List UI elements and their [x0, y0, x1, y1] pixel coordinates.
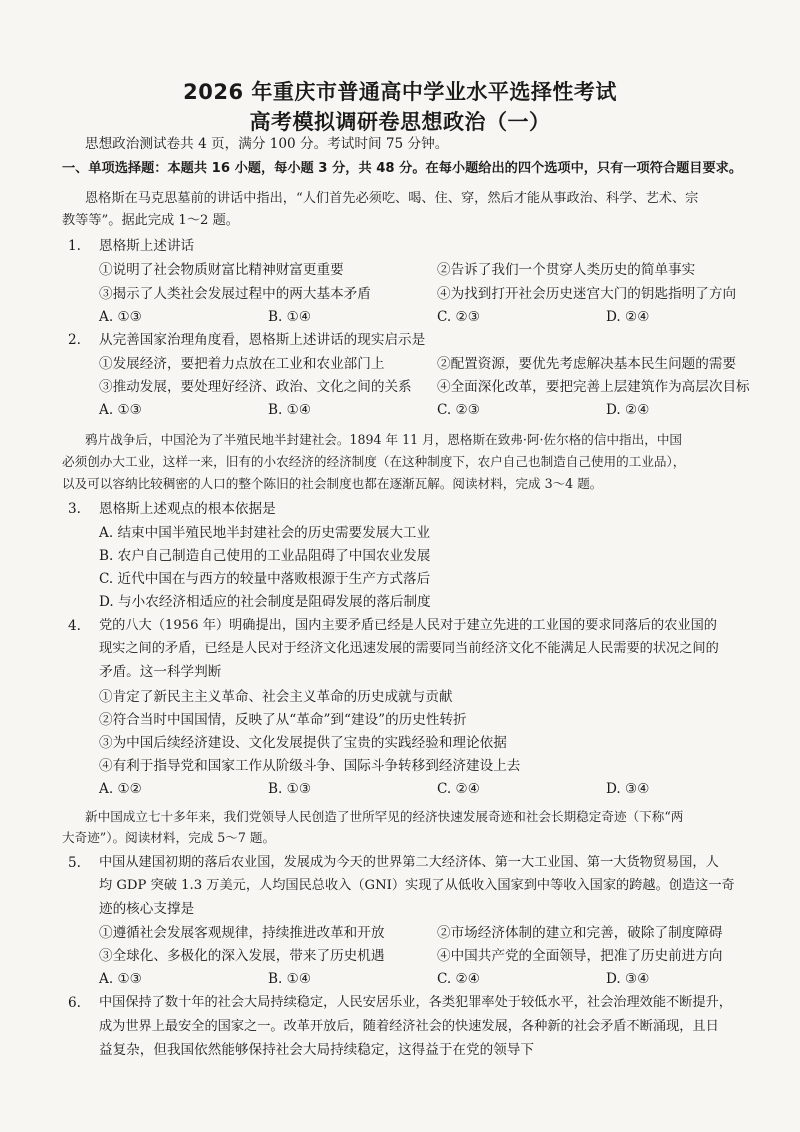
q4-option-3: ③为中国后续经济建设、文化发展提供了宝贵的实践经验和理论依据	[99, 735, 507, 751]
q1-choice-b: B. ①④	[268, 309, 312, 325]
q1-number: 1.	[68, 238, 81, 254]
q2-option-4: ④全面深化改革，要把完善上层建筑作为高层次目标	[437, 379, 750, 395]
q5-stem-line3: 迹的核心支撑是	[99, 901, 195, 917]
q5-number: 5.	[68, 855, 81, 871]
q4-choice-c: C. ②④	[437, 781, 480, 797]
material3-line2: 大奇迹”）。阅读材料，完成 5～7 题。	[62, 830, 276, 845]
q2-option-1: ①发展经济，要把着力点放在工业和农业部门上	[99, 356, 385, 372]
q3-number: 3.	[68, 501, 81, 517]
q2-choice-a: A. ①③	[99, 402, 142, 418]
q5-option-3: ③全球化、多极化的深入发展，带来了历史机遇	[99, 948, 385, 964]
material2-line2: 必须创办大工业，这样一来，旧有的小农经济的经济制度（在这种制度下，农户自己也制造自己使用的工业品），	[62, 454, 686, 469]
section1-heading: 一、单项选择题：本题共 16 小题，每小题 3 分，共 48 分。在每小题给出的四个选项中，只有一项符合题目要求。	[62, 161, 743, 176]
q5-option-1: ①遵循社会发展客观规律，持续推进改革和开放	[99, 925, 385, 941]
q6-stem-line1: 中国保持了数十年的社会大局持续稳定，人民安居乐业，各类犯罪率处于较低水平，社会治理效能不断提升，	[99, 995, 732, 1010]
material3-line1: 新中国成立七十多年来，我们党领导人民创造了世所罕见的经济快速发展奇迹和社会长期稳定奇迹（下称“两	[85, 809, 684, 824]
q2-choice-c: C. ②③	[437, 402, 480, 418]
exam-intro: 思想政治测试卷共 4 页，满分 100 分。考试时间 75 分钟。	[85, 136, 449, 152]
q4-choice-b: B. ①③	[268, 781, 312, 797]
q4-stem-line2: 现实之间的矛盾，已经是人民对于经济文化迅速发展的需要同当前经济文化不能满足人民需要的状况之间的	[99, 641, 719, 656]
q1-stem: 恩格斯上述讲话	[99, 238, 195, 254]
q3-stem: 恩格斯上述观点的根本依据是	[99, 501, 276, 517]
q2-number: 2.	[68, 332, 81, 348]
q5-option-4: ④中国共产党的全面领导，把准了历史前进方向	[437, 948, 723, 964]
q2-choice-b: B. ①④	[268, 402, 312, 418]
q3-choice-b: B. 农户自己制造自己使用的工业品阻碍了中国农业发展	[99, 548, 431, 564]
q1-choice-c: C. ②③	[437, 309, 480, 325]
material1-line2: 教等等”。据此完成 1～2 题。	[62, 213, 239, 228]
q1-choice-d: D. ②④	[606, 309, 650, 325]
q4-stem-line1: 党的八大（1956 年）明确提出，国内主要矛盾已经是人民对于建立先进的工业国的要求同落后的农业国的	[99, 618, 717, 633]
q5-stem-line2: 均 GDP 突破 1.3 万美元，人均国民总收入（GNI）实现了从低收入国家到中等收入国家的跨越。创造这一奇	[99, 878, 735, 893]
q6-stem-line3: 益复杂，但我国依然能够保持社会大局持续稳定，这得益于在党的领导下	[99, 1042, 534, 1058]
q3-choice-d: D. 与小农经济相适应的社会制度是阻碍发展的落后制度	[99, 594, 431, 610]
q1-option-2: ②告诉了我们一个贯穿人类历史的简单事实	[437, 262, 696, 278]
q2-choice-d: D. ②④	[606, 402, 650, 418]
q4-number: 4.	[68, 618, 81, 634]
q5-choice-b: B. ①④	[268, 971, 312, 987]
q4-stem-line3: 矛盾。这一科学判断	[99, 664, 222, 680]
q5-choice-a: A. ①③	[99, 971, 142, 987]
q2-option-2: ②配置资源，要优先考虑解决基本民生问题的需要	[437, 356, 737, 372]
q5-option-2: ②市场经济体制的建立和完善，破除了制度障碍	[437, 925, 723, 941]
q2-stem: 从完善国家治理角度看，恩格斯上述讲话的现实启示是	[99, 332, 426, 348]
q2-option-3: ③推动发展，要处理好经济、政治、文化之间的关系	[99, 379, 412, 395]
q5-choice-c: C. ②④	[437, 971, 480, 987]
q1-option-4: ④为找到打开社会历史迷宫大门的钥匙指明了方向	[437, 286, 737, 302]
exam-title-line2: 高考模拟调研卷思想政治（一）	[249, 110, 551, 134]
q3-choice-c: C. 近代中国在与西方的较量中落败根源于生产方式落后	[99, 571, 431, 587]
q4-choice-d: D. ③④	[606, 781, 650, 797]
q4-option-4: ④有利于指导党和国家工作从阶级斗争、国际斗争转移到经济建设上去	[99, 758, 521, 774]
q1-option-3: ③揭示了人类社会发展过程中的两大基本矛盾	[99, 286, 371, 302]
q1-option-1: ①说明了社会物质财富比精神财富更重要	[99, 262, 344, 278]
q5-choice-d: D. ③④	[606, 971, 650, 987]
material1-line1: 恩格斯在马克思墓前的讲话中指出，“人们首先必须吃、喝、住、穿，然后才能从事政治、科学、艺术、宗	[85, 191, 699, 206]
q4-option-2: ②符合当时中国国情，反映了从“革命”到“建设”的历史性转折	[99, 712, 467, 728]
q5-stem-line1: 中国从建国初期的落后农业国，发展成为今天的世界第二大经济体、第一大工业国、第一大货物贸易国，人	[99, 855, 719, 870]
q3-choice-a: A. 结束中国半殖民地半封建社会的历史需要发展大工业	[99, 525, 431, 541]
q4-option-1: ①肯定了新民主主义革命、社会主义革命的历史成就与贡献	[99, 689, 453, 705]
q1-choice-a: A. ①③	[99, 309, 142, 325]
exam-title-line1: 2026 年重庆市普通高中学业水平选择性考试	[183, 80, 617, 104]
material2-line1: 鸦片战争后，中国沦为了半殖民地半封建社会。1894 年 11 月，恩格斯在致弗·阿·佐尔格的信中指出，中国	[85, 432, 683, 447]
q6-stem-line2: 成为世界上最安全的国家之一。改革开放后，随着经济社会的快速发展，各种新的社会矛盾不断涌现，且日	[99, 1019, 719, 1034]
material2-line3: 以及可以容纳比较稠密的人口的整个陈旧的社会制度也都在逐渐瓦解。阅读材料，完成 3～4 题。	[62, 476, 603, 491]
q4-choice-a: A. ①②	[99, 781, 142, 797]
q6-number: 6.	[68, 995, 81, 1011]
